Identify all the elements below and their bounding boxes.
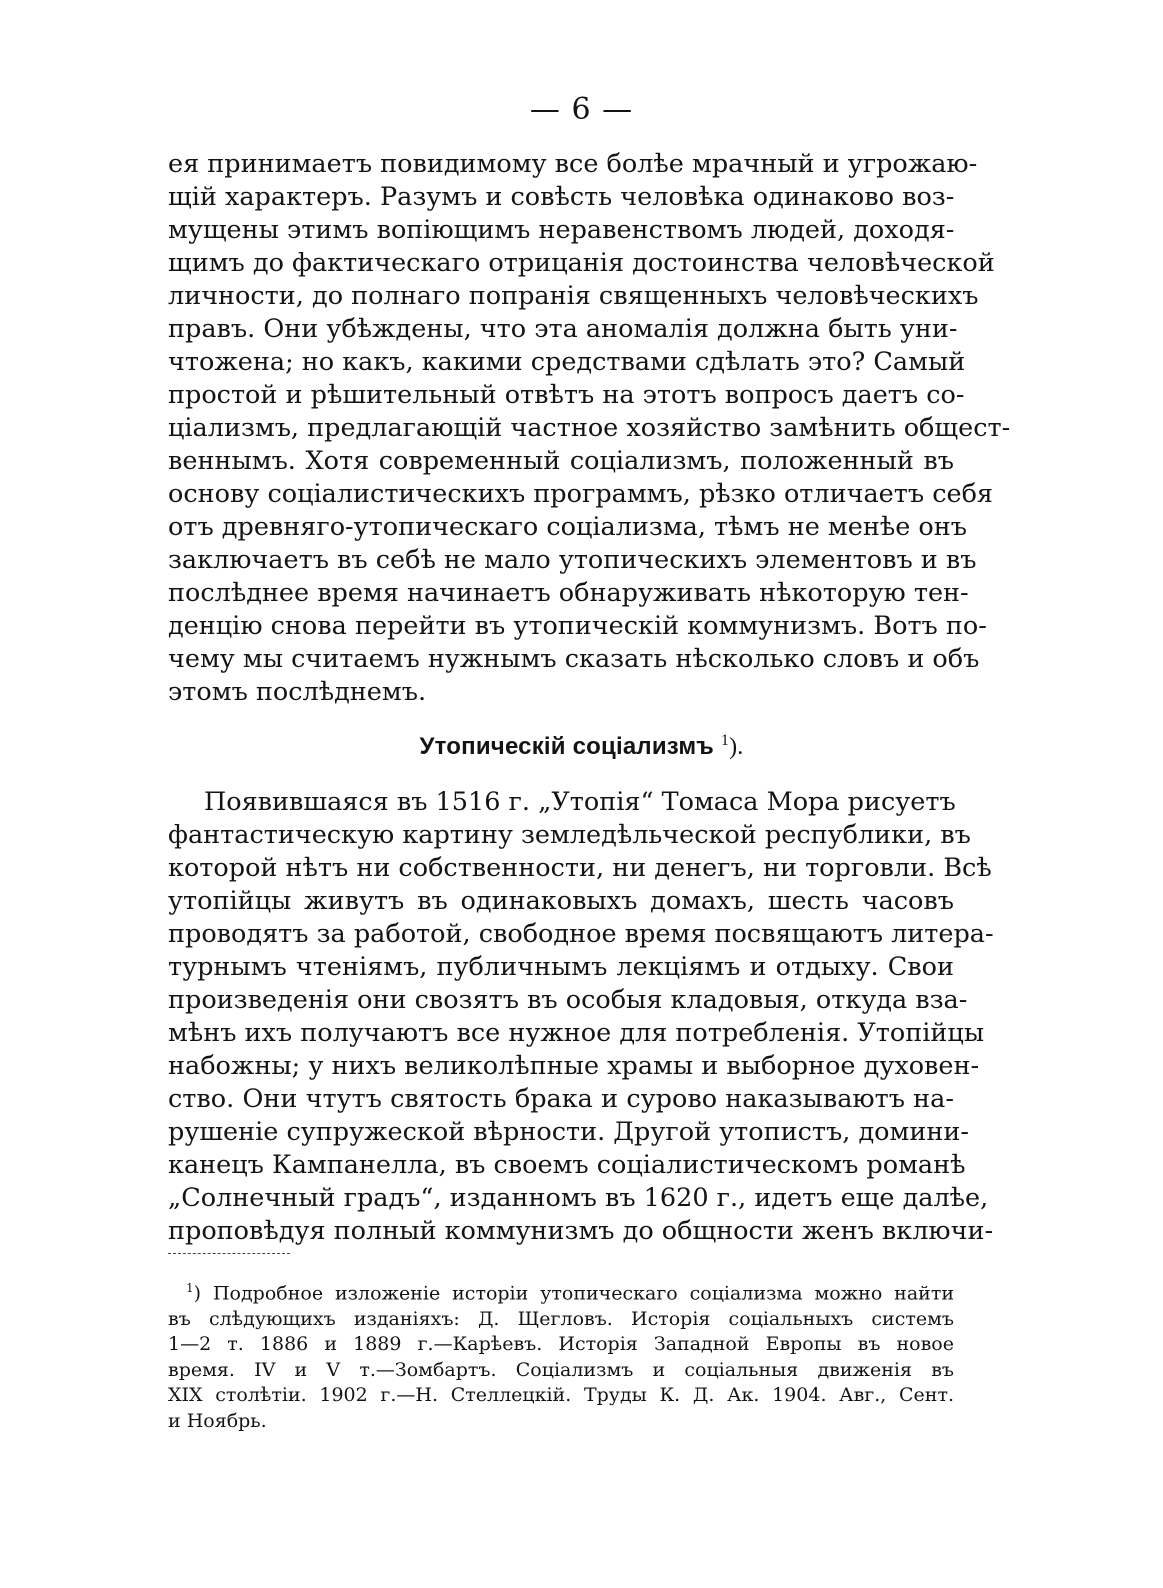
text-line: фантастическую картину земледѣльческой республики, въ [168, 820, 971, 850]
text-line: которой нѣтъ ни собственности, ни денегъ, ни торговли. Всѣ [168, 853, 992, 883]
text-line: послѣднее время начинаетъ обнаруживать нѣкоторую тен- [168, 578, 969, 608]
text-line: личности, до полнаго попранія священныхъ человѣческихъ [168, 281, 979, 311]
paragraph-2 [168, 786, 994, 1248]
text-line: „Солнечный градъ“, изданномъ въ 1620 г., идетъ еще далѣе, [168, 1183, 989, 1213]
text-line: рушеніе супружеской вѣрности. Другой утопистъ, домини- [168, 1117, 969, 1147]
text-line: произведенія они свозятъ въ особыя кладовыя, откуда вза- [168, 985, 968, 1015]
footnote-divider [168, 1253, 290, 1254]
text-line: турнымъ чтеніямъ, публичнымъ лекціямъ и отдыху. Свои [168, 952, 954, 982]
footnote-line [168, 1276, 954, 1307]
page-number: — 6 — [529, 92, 634, 127]
footnote [168, 1276, 954, 1434]
text-line: чтожена; но какъ, какими средствами сдѣлать это? Самый [168, 347, 966, 377]
text-line: проповѣдуя полный коммунизмъ до общности женъ включи- [168, 1216, 994, 1246]
text-line: отъ древняго-утопическаго соціализма, тѣмъ не менѣе онъ [168, 512, 967, 542]
text-line: утопійцы живутъ въ одинаковыхъ домахъ, шесть часовъ [168, 886, 954, 916]
text-line: проводятъ за работой, свободное время посвящаютъ литера- [168, 919, 994, 949]
text-line: простой и рѣшительный отвѣтъ на этотъ вопросъ даетъ со- [168, 380, 965, 410]
text-line: мѣнъ ихъ получаютъ все нужное для потребленія. Утопійцы [168, 1018, 985, 1048]
text-line: набожны; у нихъ великолѣпные храмы и выборное духовен- [168, 1051, 980, 1081]
text-line: мущены этимъ вопіющимъ неравенствомъ людей, доходя- [168, 215, 955, 245]
text-line: основу соціалистическихъ программъ, рѣзко отличаетъ себя [168, 479, 994, 509]
section-footnote-close: ). [729, 734, 744, 760]
text-line: этомъ послѣднемъ. [168, 677, 427, 707]
footnote-line: и Ноябрь. [168, 1409, 267, 1432]
text-line: заключаетъ въ себѣ не мало утопическихъ элементовъ и въ [168, 545, 977, 575]
section-heading [0, 732, 1163, 761]
footnote-line: время. IV и V т.—Зомбартъ. Соціализмъ и соціальныя движенія въ [168, 1358, 954, 1381]
paragraph-1 [168, 148, 1011, 709]
text-line: Появившаяся въ 1516 г. „Утопія“ Томаса Мора рисуетъ [204, 787, 956, 817]
text-line: веннымъ. Хотя современный соціализмъ, положенный въ [168, 446, 954, 476]
text-line: денцію снова перейти въ утопическій коммунизмъ. Вотъ по- [168, 611, 987, 641]
text-line: щимъ до фактическаго отрицанія достоинства человѣческой [168, 248, 995, 278]
text-line: ціализмъ, предлагающій частное хозяйство замѣнить общест- [168, 413, 1011, 443]
text-line: ея принимаетъ повидимому все болѣе мрачный и угрожаю- [168, 149, 978, 179]
text-line: щій характеръ. Разумъ и совѣсть человѣка одинаково воз- [168, 182, 955, 212]
footnote-line: XIX столѣтіи. 1902 г.—Н. Стеллецкій. Труды К. Д. Ак. 1904. Авг., Сент. [168, 1384, 954, 1407]
text-line: канецъ Кампанелла, въ своемъ соціалистическомъ романѣ [168, 1150, 966, 1180]
text-line: чему мы считаемъ нужнымъ сказать нѣсколько словъ и объ [168, 644, 980, 674]
footnote-text: ) Подробное изложеніе исторіи утопическаго соціализма можно найти [193, 1282, 954, 1305]
footnote-mark: 1 [186, 1281, 194, 1295]
footnote-line: въ слѣдующихъ изданіяхъ: Д. Щегловъ. Исторія соціальныхъ системъ [168, 1307, 954, 1330]
footnote-line: 1—2 т. 1886 и 1889 г.—Карѣевъ. Исторія Западной Европы въ новое [168, 1333, 954, 1356]
section-footnote-mark: 1 [720, 732, 730, 749]
section-title: Утопическій соціализмъ [419, 733, 714, 760]
text-line: ство. Они чтутъ святость брака и сурово наказываютъ на- [168, 1084, 954, 1114]
text-line: правъ. Они убѣждены, что эта аномалія должна быть уни- [168, 314, 958, 344]
